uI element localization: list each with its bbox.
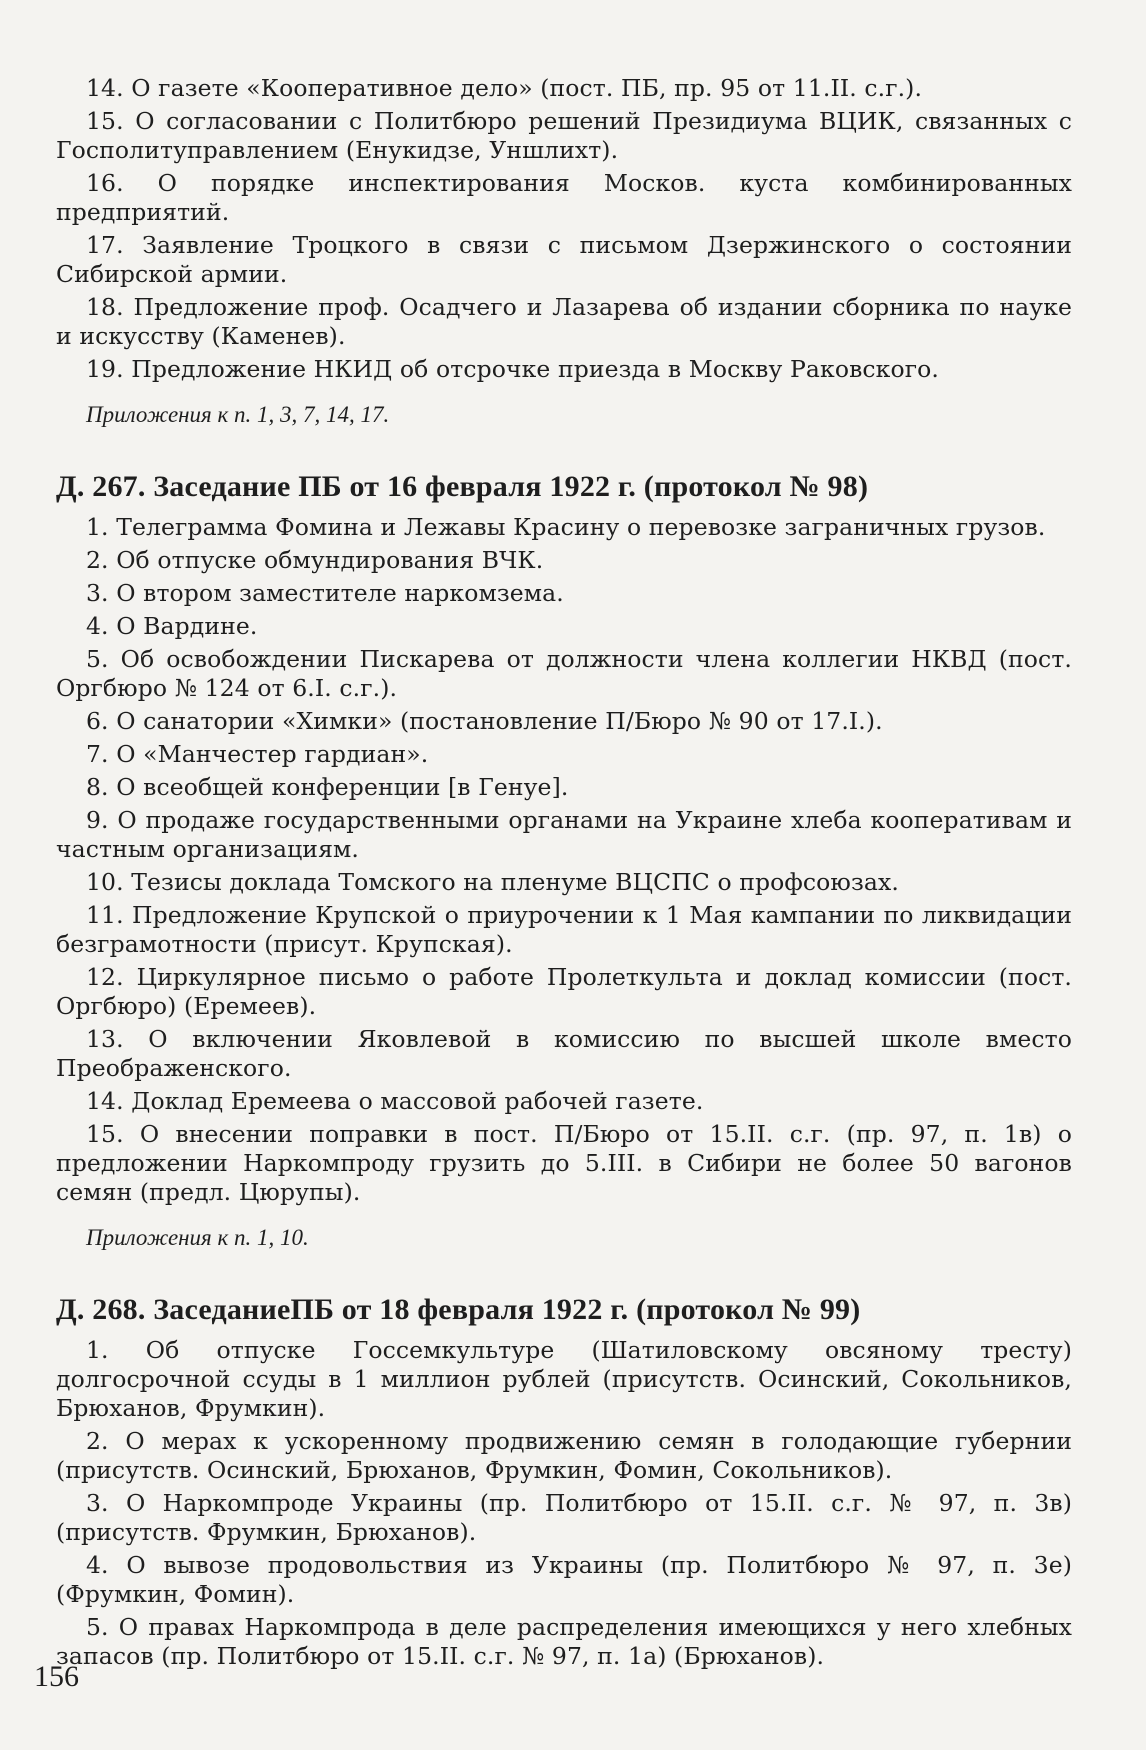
list-item: 16. О порядке инспектирования Москов. куста комбинированных предприятий. xyxy=(56,169,1072,226)
section-heading: Д. 268. ЗаседаниеПБ от 18 февраля 1922 г. (протокол № 99) xyxy=(56,1293,861,1326)
list-item: 3. О втором заместителе наркомзема. xyxy=(86,579,564,607)
list-item: 15. О согласовании с Политбюро решений Президиума ВЦИК, связанных с Госполитуправлением (Енукидзе, Уншлихт). xyxy=(56,107,1072,164)
list-item: 5. О правах Наркомпрода в деле распределения имеющихся у него хлебных запасов (пр. Политбюро от 15.II. с.г. № 97, п. 1а) (Брюханов). xyxy=(56,1613,1072,1670)
list-item: 14. Доклад Еремеева о массовой рабочей газете. xyxy=(86,1087,704,1115)
list-item: 15. О внесении поправки в пост. П/Бюро от 15.II. с.г. (пр. 97, п. 1в) о предложении Наркомпроду грузить до 5.III. в Сибири не более 50 вагонов семян (предл. Цюрупы). xyxy=(56,1120,1072,1206)
section-267 xyxy=(56,469,1072,1252)
list-item: 14. О газете «Кооперативное дело» (пост. ПБ, пр. 95 от 11.II. с.г.). xyxy=(86,74,923,102)
list-item: 19. Предложение НКИД об отсрочке приезда в Москву Раковского. xyxy=(86,355,939,383)
list-item: 2. О мерах к ускоренному продвижению семян в голодающие губернии (присутств. Осинский, Брюханов, Фрумкин, Фомин, Сокольников). xyxy=(56,1427,1072,1484)
page-number: 156 xyxy=(34,1660,79,1693)
list-item: 17. Заявление Троцкого в связи с письмом Дзержинского о состоянии Сибирской армии. xyxy=(56,231,1072,288)
list-item: 13. О включении Яковлевой в комиссию по высшей школе вместо Преображенского. xyxy=(56,1025,1072,1082)
continuation-section xyxy=(56,74,1072,429)
list-item: 10. Тезисы доклада Томского на пленуме ВЦСПС о профсоюзах. xyxy=(86,868,899,896)
appendix-note: Приложения к п. 1, 3, 7, 14, 17. xyxy=(86,402,390,427)
list-item: 6. О санатории «Химки» (постановление П/Бюро № 90 от 17.I.). xyxy=(86,707,883,735)
list-item: 1. Телеграмма Фомина и Лежавы Красину о перевозке заграничных грузов. xyxy=(86,513,1046,541)
list-item: 2. Об отпуске обмундирования ВЧК. xyxy=(86,546,544,574)
list-item: 18. Предложение проф. Осадчего и Лазарева об издании сборника по науке и искусству (Каменев). xyxy=(56,293,1072,350)
document-page xyxy=(56,74,1072,1675)
section-268 xyxy=(56,1292,1072,1671)
list-item: 7. О «Манчестер гардиан». xyxy=(86,740,429,768)
list-item: 4. О вывозе продовольствия из Украины (пр. Политбюро № 97, п. 3е) (Фрумкин, Фомин). xyxy=(56,1551,1072,1608)
list-item: 3. О Наркомпроде Украины (пр. Политбюро от 15.II. с.г. № 97, п. 3в) (присутств. Фрумкин, Брюханов). xyxy=(56,1489,1072,1546)
section-heading: Д. 267. Заседание ПБ от 16 февраля 1922 г. (протокол № 98) xyxy=(56,470,869,503)
list-item: 9. О продаже государственными органами на Украине хлеба кооперативам и частным организациям. xyxy=(56,806,1072,863)
list-item: 8. О всеобщей конференции [в Генуе]. xyxy=(86,773,569,801)
list-item: 11. Предложение Крупской о приурочении к 1 Мая кампании по ликвидации безграмотности (присут. Крупская). xyxy=(56,901,1072,958)
list-item: 5. Об освобождении Пискарева от должности члена коллегии НКВД (пост. Оргбюро № 124 от 6.I. с.г.). xyxy=(56,645,1072,702)
list-item: 4. О Вардине. xyxy=(86,612,258,640)
list-item: 1. Об отпуске Госсемкультуре (Шатиловскому овсяному тресту) долгосрочной ссуды в 1 миллион рублей (присутств. Осинский, Сокольников, Брюханов, Фрумкин). xyxy=(56,1336,1072,1422)
list-item: 12. Циркулярное письмо о работе Пролеткульта и доклад комиссии (пост. Оргбюро) (Еремеев). xyxy=(56,963,1072,1020)
appendix-note: Приложения к п. 1, 10. xyxy=(86,1225,309,1250)
